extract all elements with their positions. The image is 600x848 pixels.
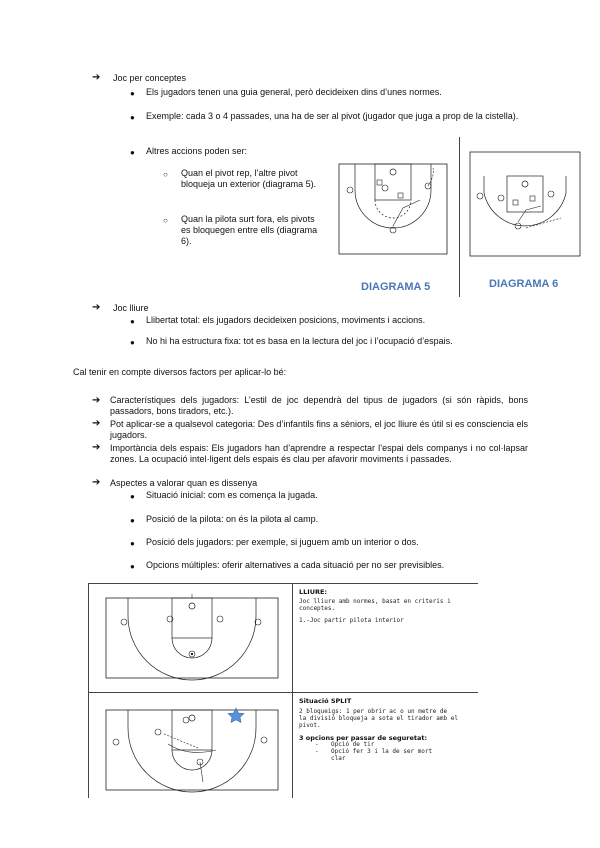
factor-sub-2: Posició de la pilota: on és la pilota al camp. bbox=[146, 514, 319, 524]
court-diagram-2 bbox=[98, 702, 288, 794]
table-row-1-line-2: conceptes. bbox=[299, 605, 336, 612]
court-diagram-1 bbox=[98, 594, 288, 684]
factors-intro: Cal tenir en compte diversos factors per aplicar-lo bé: bbox=[73, 367, 287, 377]
diagram-6-image bbox=[466, 148, 586, 268]
circle-bullet-icon: ○ bbox=[163, 170, 168, 179]
table-border-top bbox=[88, 583, 478, 584]
table-border-left bbox=[88, 583, 89, 798]
table-row-2-option-3: clar bbox=[331, 755, 346, 762]
joc-conceptes-bullet-1: Els jugadors tenen una guia general, però decideixen dins d’unes normes. bbox=[146, 87, 442, 97]
bullet-icon: ● bbox=[130, 539, 135, 548]
factor-item-1-text: : L’estil de joc dependrà del tipus de jugadors (si són ràpids, bons passadors, bons tiradors, etc.). bbox=[110, 395, 528, 416]
table-row-2-line-3: pivot. bbox=[299, 722, 321, 729]
factor-item-3 bbox=[110, 443, 528, 465]
diagram-5-label: DIAGRAMA 5 bbox=[361, 281, 431, 293]
bullet-icon: ● bbox=[130, 317, 135, 326]
factor-sub-1: Situació inicial: com es comença la jugada. bbox=[146, 490, 318, 500]
table-row-2-title: Situació SPLIT bbox=[299, 697, 352, 705]
dash-bullet-icon: - bbox=[315, 741, 319, 748]
table-row-2-line-2: la divisió bloqueja a sota el tirador amb el bbox=[299, 715, 458, 722]
joc-conceptes-bullet-2: Exemple: cada 3 o 4 passades, una ha de ser al pivot (jugador que juga a prop de la cistella). bbox=[146, 111, 519, 121]
heading-joc-lliure: Joc lliure bbox=[113, 303, 149, 313]
circle-bullet-icon: ○ bbox=[163, 216, 168, 225]
bullet-icon: ● bbox=[130, 516, 135, 525]
bullet-icon: ● bbox=[130, 562, 135, 571]
factor-item-2-text: : Des d’infantils fins a sèniors, el joc lliure és útil si es consciencia els jugadors. bbox=[110, 419, 528, 440]
factor-sub-3: Posició dels jugadors: per exemple, si juguem amb un interior o dos. bbox=[146, 537, 419, 547]
bullet-icon: ● bbox=[130, 89, 135, 98]
arrow-bullet-icon: ➔ bbox=[92, 72, 101, 83]
factor-item-4: Aspectes a valorar quan es dissenya bbox=[110, 478, 258, 488]
factor-item-2 bbox=[110, 419, 528, 441]
joc-lliure-bullet-1: Llibertat total: els jugadors decideixen posicions, moviments i accions. bbox=[146, 315, 426, 325]
table-row-2-line-4: 3 opcions per passar de seguretat: bbox=[299, 734, 428, 742]
diagram-6-label: DIAGRAMA 6 bbox=[489, 278, 559, 290]
bullet-icon: ● bbox=[130, 113, 135, 122]
table-row-2-option-2: Opció fer 3 i la de ser mort bbox=[331, 748, 433, 755]
diagram-5-image bbox=[335, 160, 450, 278]
table-row-1-title: LLIURE: bbox=[299, 588, 328, 596]
arrow-bullet-icon: ➔ bbox=[92, 302, 101, 313]
joc-lliure-bullet-2: No hi ha estructura fixa: tot es basa en la lectura del joc i l’ocupació d’espais. bbox=[146, 336, 453, 346]
table-row-1-line-1: Joc lliure amb normes, basat en criteris i bbox=[299, 598, 451, 605]
bullet-icon: ● bbox=[130, 148, 135, 157]
joc-conceptes-sub-1: Quan el pivot rep, l’altre pivot bloqueja un exterior (diagrama 5). bbox=[181, 168, 317, 189]
table-row-2-line-1: 2 bloqueigs: 1 per obrir ac o un metre de bbox=[299, 708, 448, 715]
factor-item-1 bbox=[110, 395, 528, 417]
bullet-icon: ● bbox=[130, 338, 135, 347]
arrow-bullet-icon: ➔ bbox=[92, 442, 101, 453]
factor-item-2-label: Pot aplicar-se a qualsevol categoria bbox=[110, 419, 253, 429]
table-row-2-option-1: Opció de tir bbox=[331, 741, 375, 748]
heading-joc-conceptes: Joc per conceptes bbox=[113, 73, 187, 83]
arrow-bullet-icon: ➔ bbox=[92, 418, 101, 429]
factor-item-1-label: Característiques dels jugadors bbox=[110, 395, 237, 405]
factor-sub-4: Opcions múltiples: oferir alternatives a cada situació per no ser previsibles. bbox=[146, 560, 445, 570]
arrow-bullet-icon: ➔ bbox=[92, 395, 101, 406]
table-row-1-line-3: 1.-Joc partir pilota interior bbox=[299, 617, 404, 624]
table-border-middle bbox=[292, 583, 293, 798]
factor-item-3-label: Importància dels espais bbox=[110, 443, 206, 453]
table-border-row bbox=[88, 692, 478, 693]
arrow-bullet-icon: ➔ bbox=[92, 477, 101, 488]
joc-conceptes-bullet-3: Altres accions poden ser: bbox=[146, 146, 248, 156]
bullet-icon: ● bbox=[130, 492, 135, 501]
dash-bullet-icon: - bbox=[315, 748, 319, 755]
diagram-divider bbox=[459, 137, 460, 297]
joc-conceptes-sub-2: Quan la pilota surt fora, els pivots es bloquegen entre ells (diagrama 6). bbox=[181, 214, 318, 246]
factor-item-3-text: : Els jugadors han d’aprendre a respectar l’espai dels companys i no col·lapsar zones. La ocupació intel·ligent dels espais és clau per afavorir moviments i passades. bbox=[110, 443, 528, 464]
